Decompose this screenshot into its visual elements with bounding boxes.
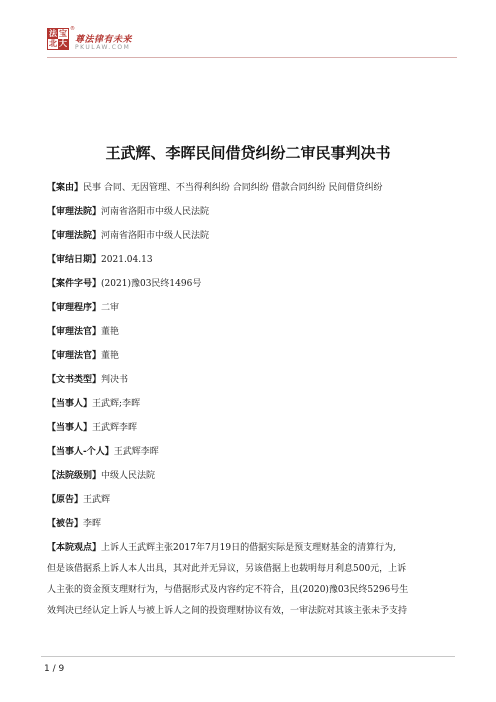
pkulaw-logo bbox=[47, 28, 69, 50]
header-domain: PKULAW.COM bbox=[75, 44, 131, 51]
field-key: 【 审理程序 】 bbox=[47, 303, 101, 313]
field-key: 【 案件字号 】 bbox=[47, 279, 101, 289]
registered-mark: ® bbox=[70, 26, 75, 32]
field-key: 【 被告 】 bbox=[47, 519, 83, 529]
field-value: (2021)豫03民终1496号 bbox=[101, 279, 202, 289]
field-key: 【 原告 】 bbox=[47, 495, 83, 505]
field-key: 【 法院级别 】 bbox=[47, 471, 101, 481]
field-value: 河南省洛阳市中级人民法院 bbox=[101, 231, 210, 241]
field-value: 王武辉李晖 bbox=[113, 447, 159, 457]
viewpoint-line bbox=[47, 542, 452, 563]
field-value: 董艳 bbox=[101, 351, 120, 361]
field-key: 【 文书类型 】 bbox=[47, 375, 101, 385]
field-value: 民事 合同、无因管理、不当得利纠纷 合同纠纷 借款合同纠纷 民间借贷纠纷 bbox=[83, 183, 383, 193]
metadata-row bbox=[47, 350, 452, 374]
field-key: 【 审结日期 】 bbox=[47, 255, 101, 265]
field-value: 中级人民法院 bbox=[101, 471, 156, 481]
court-viewpoint bbox=[47, 542, 452, 626]
field-value: 判决书 bbox=[101, 375, 129, 385]
field-key: 【 案由 】 bbox=[47, 183, 83, 193]
metadata-row bbox=[47, 374, 452, 398]
field-key: 【 当事人-个人 】 bbox=[47, 447, 114, 457]
site-header bbox=[47, 28, 457, 72]
metadata-row bbox=[47, 230, 452, 254]
metadata-row bbox=[47, 182, 452, 206]
field-value: 2021.04.13 bbox=[101, 255, 153, 265]
field-key: 【 本院观点 】 bbox=[47, 543, 101, 553]
metadata-row bbox=[47, 422, 452, 446]
metadata-row bbox=[47, 446, 452, 470]
metadata-row bbox=[47, 494, 452, 518]
field-value: 二审 bbox=[101, 303, 120, 313]
logo-char: 宝 bbox=[59, 29, 67, 38]
footer-divider bbox=[41, 656, 455, 657]
field-key: 【 当事人 】 bbox=[47, 399, 92, 409]
field-value: 河南省洛阳市中级人民法院 bbox=[101, 207, 210, 217]
document-title: 王武辉、李晖民间借贷纠纷二审民事判决书 bbox=[105, 144, 391, 162]
field-value: 王武辉 bbox=[83, 495, 111, 505]
viewpoint-line: 但是该借据系上诉人本人出具，其对此并无异议，另该借据上也载明每月利息500元，上诉 bbox=[47, 564, 407, 574]
logo-char: 北 bbox=[49, 39, 57, 48]
field-key: 【 审理法官 】 bbox=[47, 327, 101, 337]
metadata-row bbox=[47, 278, 452, 302]
field-value: 王武辉;李晖 bbox=[92, 399, 141, 409]
metadata-row bbox=[47, 302, 452, 326]
metadata-row bbox=[47, 326, 452, 350]
logo-char: 法 bbox=[49, 29, 57, 38]
metadata-row bbox=[47, 470, 452, 494]
field-value: 李晖 bbox=[83, 519, 102, 529]
page-indicator: 1 / 9 bbox=[44, 664, 65, 674]
header-slogan: 尊法律有未来 bbox=[75, 35, 133, 45]
metadata-row bbox=[47, 398, 452, 422]
field-key: 【 审理法院 】 bbox=[47, 231, 101, 241]
header-divider bbox=[47, 57, 457, 58]
field-key: 【 审理法官 】 bbox=[47, 351, 101, 361]
viewpoint-line: 效判决已经认定上诉人与被上诉人之间的投资理财协议有效，一审法院对其该主张未予支持 bbox=[47, 606, 408, 616]
field-key: 【 当事人 】 bbox=[47, 423, 92, 433]
field-value: 王武辉李晖 bbox=[92, 423, 138, 433]
field-value: 董艳 bbox=[101, 327, 120, 337]
field-value: 上诉人王武辉主张2017年7月19日的借据实际是预支理财基金的清算行为, bbox=[101, 543, 396, 553]
metadata-row bbox=[47, 254, 452, 278]
metadata-row bbox=[47, 206, 452, 230]
metadata-fields bbox=[47, 182, 452, 542]
field-key: 【 审理法院 】 bbox=[47, 207, 101, 217]
logo-char: 大 bbox=[59, 39, 67, 48]
viewpoint-line: 人主张的资金预支理财行为，与借据形式及内容约定不符合，且(2020)豫03民终5296号生 bbox=[47, 585, 409, 595]
metadata-row bbox=[47, 518, 452, 542]
